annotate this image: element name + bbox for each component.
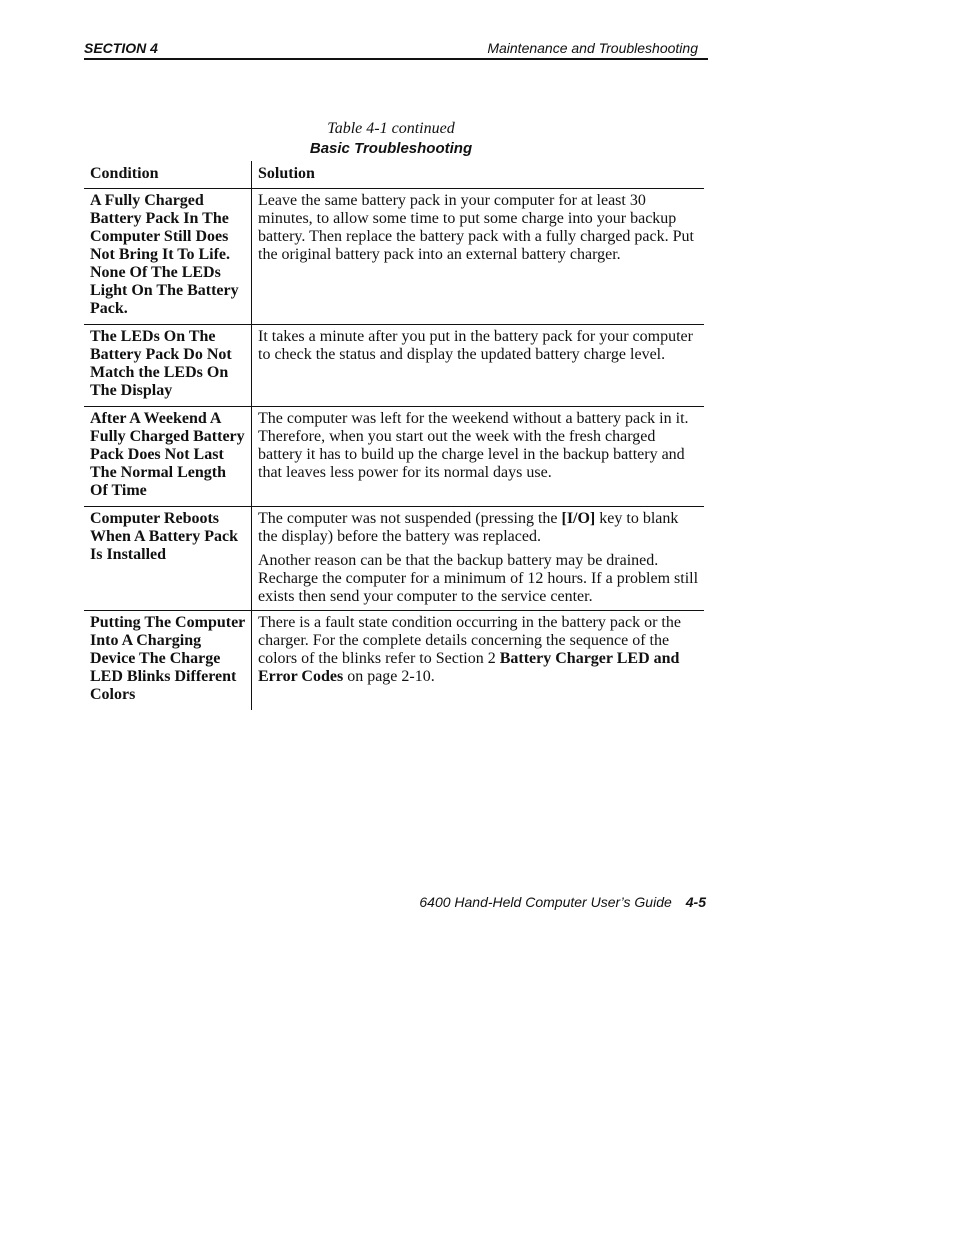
- solution-cell: [252, 407, 705, 507]
- condition-cell: After A Weekend A Fully Charged Battery Pack Does Not Last The Normal Length Of Time: [84, 407, 252, 507]
- chapter-title: Maintenance and Troubleshooting: [487, 40, 698, 56]
- solution-text: [258, 614, 700, 686]
- solution-cell: [252, 611, 705, 711]
- section-label: SECTION 4: [84, 40, 158, 56]
- condition-cell: The LEDs On The Battery Pack Do Not Match the LEDs On The Display: [84, 325, 252, 407]
- table-row: [84, 507, 704, 611]
- solution-text: The computer was left for the weekend without a battery pack in it. Therefore, when you start out the week with the fresh charged battery it has to build up the charge level in the backup battery and that leaves less power for its normal days use.: [258, 410, 689, 481]
- solution-text-part: on page 2-10.: [343, 668, 435, 685]
- solution-cell: [252, 325, 705, 407]
- solution-text: It takes a minute after you put in the battery pack for your computer to check the status and display the updated battery charge level.: [258, 328, 693, 363]
- solution-text: Another reason can be that the backup battery may be drained. Recharge the computer for a minimum of 12 hours. If a problem still exists then send your computer to the service center.: [258, 552, 699, 605]
- guide-title: 6400 Hand-Held Computer User’s Guide: [419, 894, 672, 910]
- solution-cell: [252, 189, 705, 325]
- table-row: [84, 407, 704, 507]
- page-number: 4-5: [685, 894, 706, 910]
- table-row: [84, 325, 704, 407]
- io-key-label: [I/O]: [561, 510, 596, 527]
- solution-column-header: Solution: [252, 161, 705, 189]
- page-footer: [419, 894, 706, 910]
- solution-cell: [252, 507, 705, 611]
- table-row: [84, 611, 704, 711]
- table-caption-number: Table 4-1 continued: [327, 120, 455, 137]
- condition-column-header: Condition: [84, 161, 252, 189]
- troubleshooting-table: [84, 161, 704, 710]
- condition-cell: A Fully Charged Battery Pack In The Computer Still Does Not Bring It To Life. None Of The LEDs Light On The Battery Pack.: [84, 189, 252, 325]
- condition-cell: Putting The Computer Into A Charging Device The Charge LED Blinks Different Colors: [84, 611, 252, 711]
- solution-text: Leave the same battery pack in your computer for at least 30 minutes, to allow some time to put some charge into your backup battery. Then replace the battery pack with a fully charged pack. Put the original battery pack into an external battery charger.: [258, 192, 694, 263]
- solution-text: [258, 510, 700, 546]
- table-row: [84, 189, 704, 325]
- solution-text-part: There is a fault state condition occurring in the battery pack or the charger. For the complete details concerning the sequence of the colors of the blinks refer to Section 2: [258, 614, 681, 667]
- table-header-row: [84, 161, 704, 189]
- condition-cell: Computer Reboots When A Battery Pack Is Installed: [84, 507, 252, 611]
- solution-text-part: The computer was not suspended (pressing the: [258, 510, 562, 527]
- section-reference: Battery Charger LED and Error Codes: [258, 650, 680, 685]
- table-caption-title: Basic Troubleshooting: [309, 140, 473, 157]
- solution-text-part: key to blank the display) before the battery was replaced.: [258, 510, 679, 545]
- page-header: [84, 40, 708, 60]
